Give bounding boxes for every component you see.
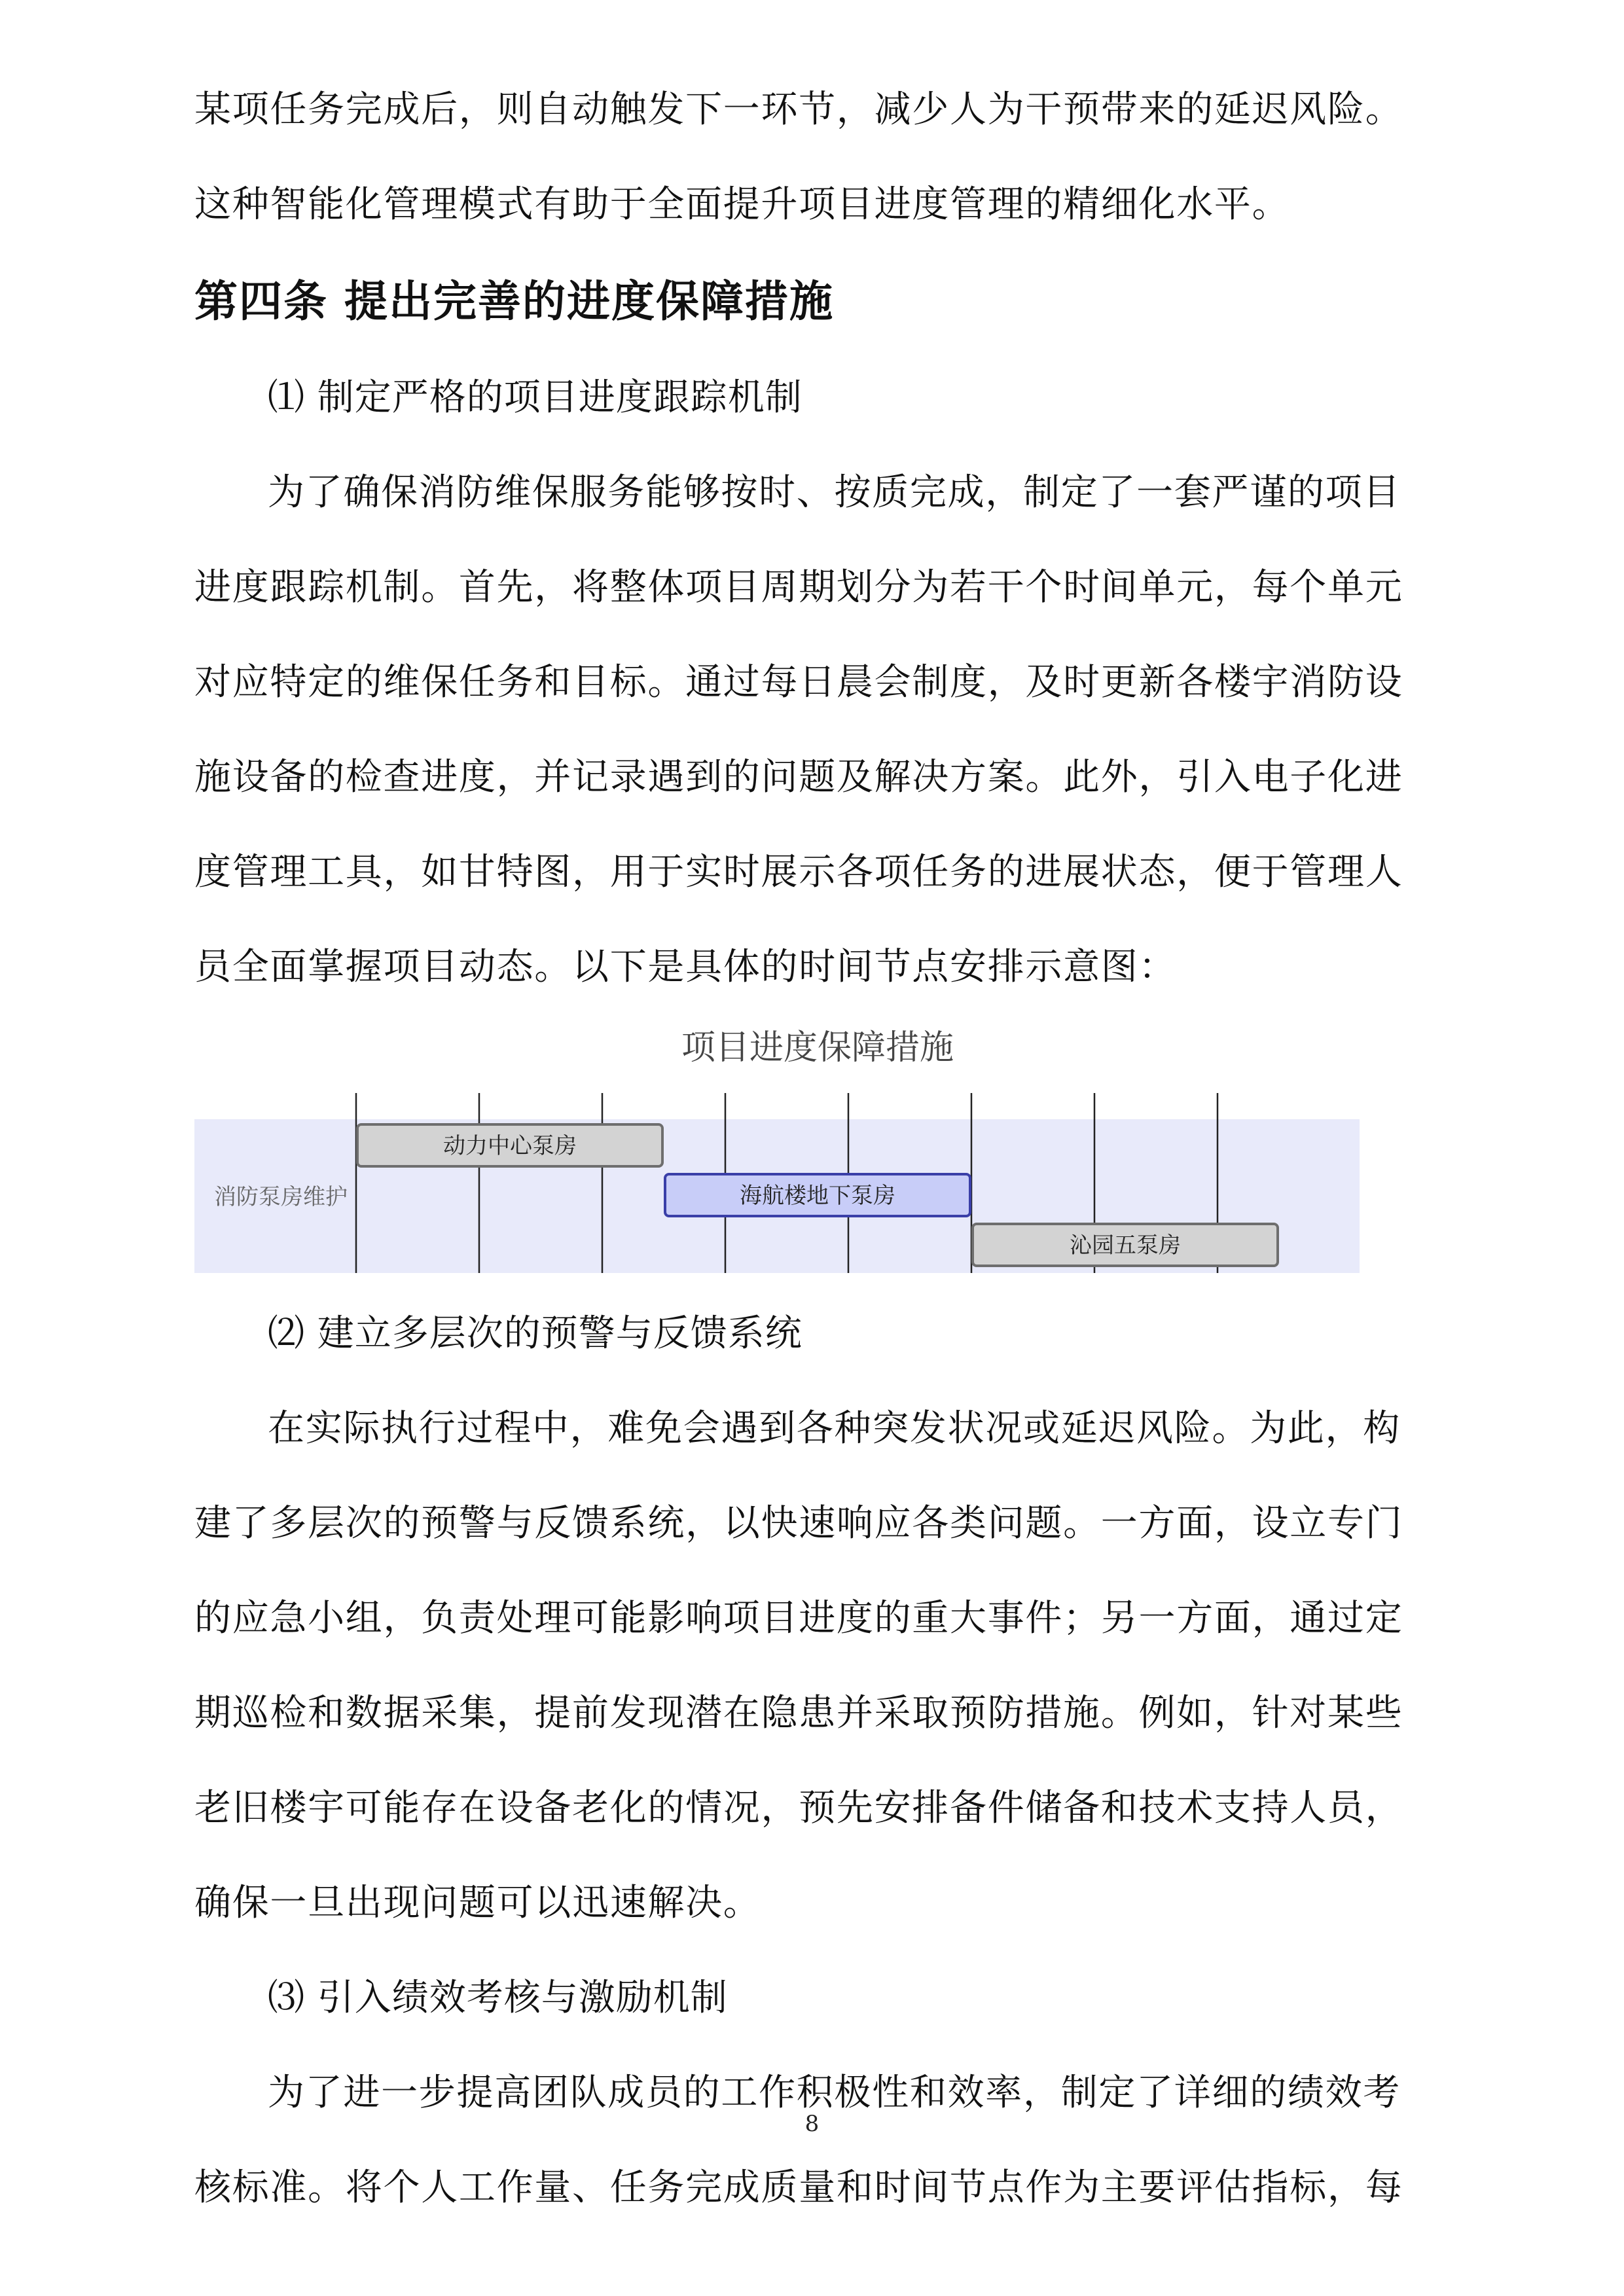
paragraph-2 xyxy=(194,1381,1432,1950)
paragraph-line: 对应特定的维保任务和目标。通过每日晨会制度，及时更新各楼宇消防设 xyxy=(194,661,1403,704)
section-heading: 第四条 提出完善的进度保障措施 xyxy=(194,276,834,327)
paragraph-line: 建了多层次的预警与反馈系统，以快速响应各类问题。一方面，设立专门 xyxy=(194,1502,1403,1545)
paragraph-line: 员全面掌握项目动态。以下是具体的时间节点安排示意图： xyxy=(194,946,1177,988)
task-label: 海航楼地下泵房 xyxy=(740,1183,895,1209)
paragraph-line: 这种智能化管理模式有助于全面提升项目进度管理的精细化水平。 xyxy=(194,183,1290,226)
chart-title: 项目进度保障措施 xyxy=(681,1028,954,1067)
paragraph-3 xyxy=(194,2045,1432,2235)
gantt-svg xyxy=(194,1008,1366,1283)
paragraph-line: 某项任务完成后，则自动触发下一环节，减少人为干预带来的延迟风险。 xyxy=(194,88,1403,131)
top-paragraph xyxy=(194,62,1432,1014)
lower-text xyxy=(194,1286,1432,2235)
paragraph-line: 确保一旦出现问题可以迅速解决。 xyxy=(194,1882,761,1924)
paragraph-line: 老旧楼宇可能存在设备老化的情况，预先安排备件储备和技术支持人员， xyxy=(194,1787,1403,1829)
subsection-title-1: ⑴ 制定严格的项目进度跟踪机制 xyxy=(268,376,803,419)
task-label: 动力中心泵房 xyxy=(443,1133,577,1159)
row-label: 消防泵房维护 xyxy=(214,1184,348,1210)
paragraph-line: 的应急小组，负责处理可能影响项目进度的重大事件；另一方面，通过定 xyxy=(194,1597,1403,1640)
paragraph-1 xyxy=(194,445,1432,1014)
paragraph-line: 施设备的检查进度，并记录遇到的问题及解决方案。此外，引入电子化进 xyxy=(194,756,1403,798)
paragraph-line: 为了确保消防维保服务能够按时、按质完成，制定了一套严谨的项目 xyxy=(268,471,1401,514)
subsection-title-3: ⑶ 引入绩效考核与激励机制 xyxy=(268,1977,728,2019)
task-label: 沁园五泵房 xyxy=(1070,1232,1181,1259)
paragraph-line: 在实际执行过程中，难免会遇到各种突发状况或延迟风险。为此，构 xyxy=(268,1407,1401,1450)
paragraph-line: 度管理工具，如甘特图，用于实时展示各项任务的进展状态，便于管理人 xyxy=(194,851,1403,893)
paragraph-line: 核标准。将个人工作量、任务完成质量和时间节点作为主要评估指标，每 xyxy=(194,2166,1403,2209)
paragraph-line: 为了进一步提高团队成员的工作积极性和效率，制定了详细的绩效考 xyxy=(268,2072,1401,2114)
paragraph-line: 进度跟踪机制。首先，将整体项目周期划分为若干个时间单元，每个单元 xyxy=(194,566,1403,609)
gantt-chart xyxy=(194,1008,1366,1283)
paragraph-line: 期巡检和数据采集，提前发现潜在隐患并采取预防措施。例如，针对某些 xyxy=(194,1692,1403,1734)
subsection-title-2: ⑵ 建立多层次的预警与反馈系统 xyxy=(268,1312,803,1355)
page-number: 8 xyxy=(804,2111,820,2137)
